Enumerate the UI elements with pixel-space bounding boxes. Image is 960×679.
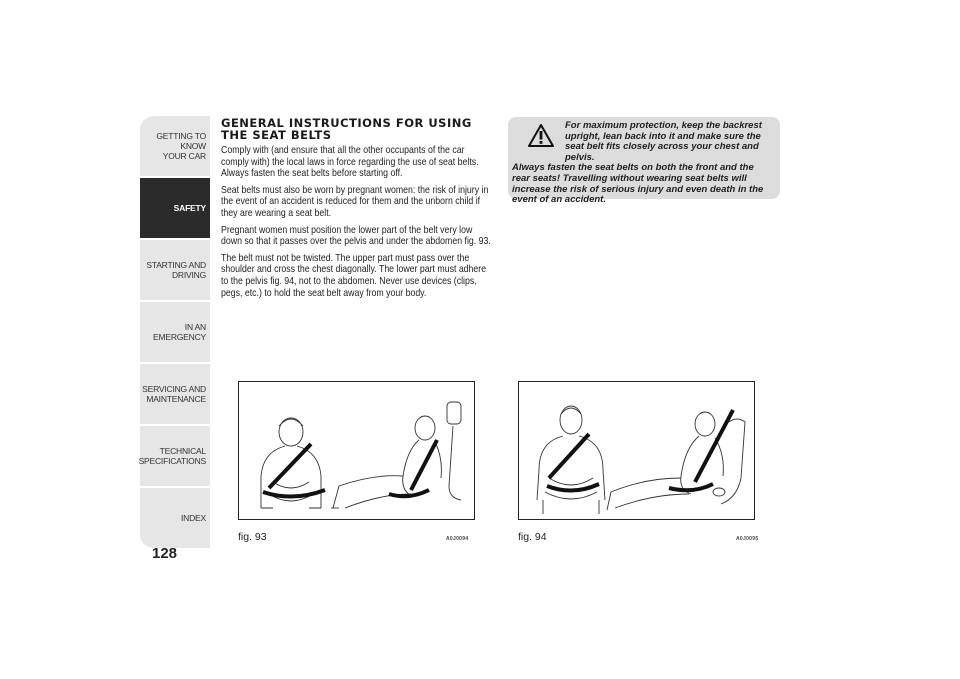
page-number: 128 [152, 545, 178, 562]
figure-94 [518, 381, 755, 520]
paragraph: Comply with (and ensure that all the other occupants of the car comply with) the local laws in force regarding the use of seat belts. Always fasten the seat belts before starting off. [221, 145, 479, 180]
figure-94-caption: fig. 94 [518, 531, 547, 543]
tab-index[interactable]: INDEX [140, 488, 210, 548]
warning-text [512, 121, 774, 206]
pregnant-woman-seatbelt-illustration [239, 382, 474, 519]
chapter-tabs [140, 116, 210, 550]
seatbelt-position-illustration [519, 382, 754, 519]
warning-rest: Always fasten the seat belts on both the front and the rear seats! Travelling without wearing seat belts will increase the risk of serious injury and even death in the event of an accident. [512, 162, 764, 206]
paragraph: The belt must not be twisted. The upper part must pass over the shoulder and cross the chest diagonally. The lower part must adhere to the pelvis fig. 94, not to the abdomen. Never use devices (clips, pegs, etc.) to hold the seat belt away from your body. [221, 252, 487, 299]
main-text [221, 117, 493, 304]
warning-box [508, 117, 780, 206]
tab-starting-driving[interactable]: STARTING AND DRIVING [140, 240, 210, 300]
section-heading: GENERAL INSTRUCTIONS FOR USING THE SEAT BELTS [221, 116, 472, 142]
figure-93-code: A0J0094 [446, 536, 469, 542]
tab-technical[interactable]: TECHNICAL SPECIFICATIONS [140, 426, 210, 486]
warning-lead: For maximum protection, keep the backrest upright, lean back into it and make sure the seat belt fits closely across your chest and pelvis. [565, 120, 762, 163]
tab-getting-to-know[interactable]: GETTING TO KNOW YOUR CAR [140, 116, 210, 176]
tab-safety[interactable]: SAFETY [140, 178, 210, 238]
paragraph: Seat belts must also be worn by pregnant women: the risk of injury in the event of an accident is reduced for them and the unborn child if they are wearing a seat belt. [221, 184, 489, 219]
figure-94-code: A0J0095 [736, 536, 759, 542]
tab-emergency[interactable]: IN AN EMERGENCY [140, 302, 210, 362]
figure-93-caption: fig. 93 [238, 531, 267, 543]
figure-93 [238, 381, 475, 520]
paragraph: Pregnant women must position the lower part of the belt very low down so that it passes over the pelvis and under the abdomen fig. 93. [221, 224, 491, 248]
tab-servicing[interactable]: SERVICING AND MAINTENANCE [140, 364, 210, 424]
